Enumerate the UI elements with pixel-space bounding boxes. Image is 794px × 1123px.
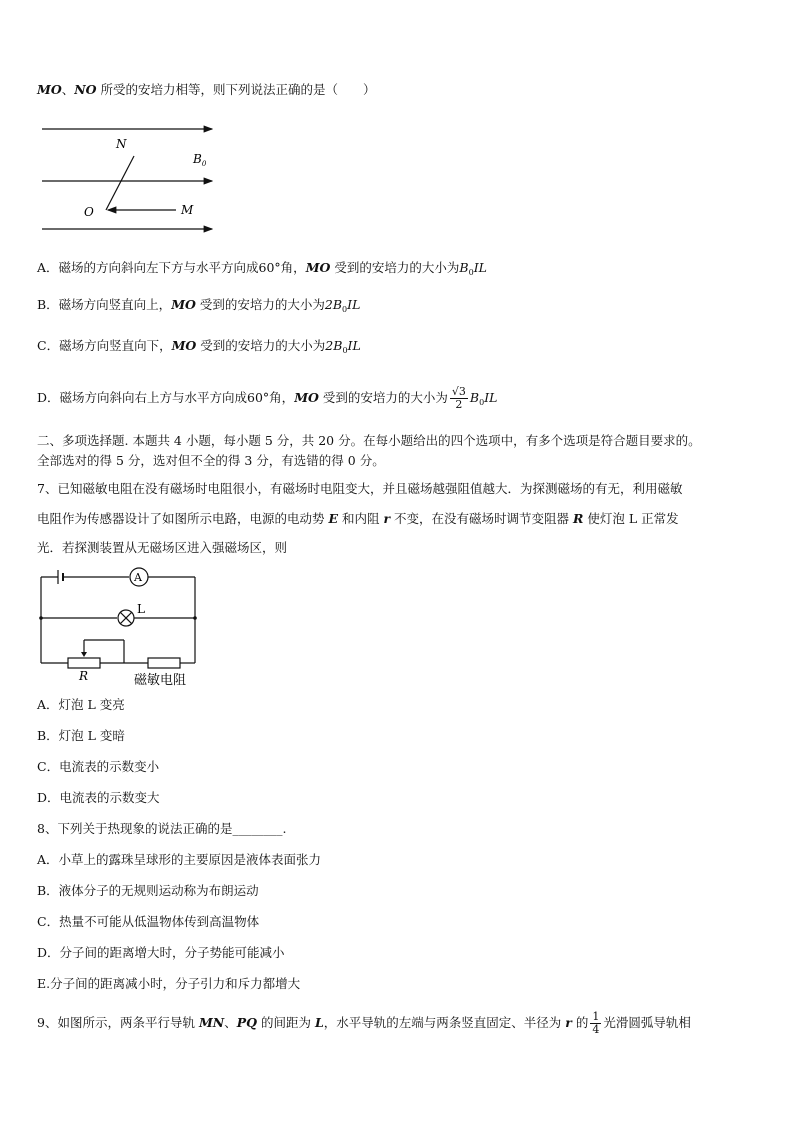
q6-option-d-mo: MO bbox=[294, 390, 319, 405]
rheostat-label: R bbox=[79, 669, 89, 683]
q9-stem bbox=[37, 1005, 691, 1041]
q7-option-a: A．灯泡 L 变亮 bbox=[37, 697, 125, 712]
q7-line2-a: 电阻作为传感器设计了如图所示电路，电源的电动势 bbox=[37, 511, 329, 526]
q7-symbol-e: E bbox=[328, 511, 339, 526]
label-o: O bbox=[84, 205, 94, 219]
q6-option-c-mo: MO bbox=[171, 338, 197, 353]
q6-stem-sep: 、 bbox=[61, 82, 75, 97]
q6-stem bbox=[37, 81, 376, 99]
q6-option-a-mo: MO bbox=[305, 260, 331, 275]
q7-option-c: C．电流表的示数变小 bbox=[37, 759, 160, 774]
q8-option-c: C．热量不可能从低温物体传到高温物体 bbox=[37, 914, 260, 929]
q7-option-b: B．灯泡 L 变暗 bbox=[37, 728, 125, 743]
q9-fraction: $\frac{1}{4}$ bbox=[592, 1010, 600, 1036]
magnetoresistor-icon bbox=[148, 658, 180, 668]
q9-text-post: 光滑圆弧导轨相 bbox=[603, 1015, 691, 1030]
q6-option-b-text: B．磁场方向竖直向上， bbox=[37, 297, 172, 312]
q9-rail-mn: MN bbox=[198, 1015, 225, 1030]
q6-option-c-formula: $2B_0IL$ bbox=[325, 338, 361, 355]
q6-option-a bbox=[37, 259, 487, 282]
magnetoresistor-label: 磁敏电阻 bbox=[134, 673, 187, 688]
label-m: M bbox=[181, 203, 194, 217]
q9-text-mid2: ，水平导轨的左端与两条竖直固定、半径为 bbox=[323, 1015, 566, 1030]
q7-symbol-rr: R bbox=[573, 511, 584, 526]
q7-line2-c: 不变，在没有磁场时调节变阻器 bbox=[390, 511, 574, 526]
section2-heading: 二、多项选择题. 本题共 4 小题，每小题 5 分，共 20 分。在每小题给出的四个选项中，有多个选项是符合题目要求的。 bbox=[37, 433, 701, 448]
q6-option-d bbox=[37, 380, 497, 421]
q9-rail-pq: PQ bbox=[236, 1015, 258, 1030]
q9-symbol-l: L bbox=[314, 1015, 324, 1030]
label-n: N bbox=[116, 137, 127, 151]
q6-option-a-post: 受到的安培力的大小为 bbox=[330, 260, 460, 275]
q9-sep: 、 bbox=[224, 1015, 237, 1030]
q6-option-d-formula: $B_0IL$ bbox=[469, 390, 498, 407]
q7-line2-b: 和内阻 bbox=[338, 511, 384, 526]
q8-stem: 8、下列关于热现象的说法正确的是________. bbox=[37, 821, 287, 836]
q6-option-c-text: C．磁场方向竖直向下， bbox=[37, 338, 172, 353]
q6-option-d-post: 受到的安培力的大小为 bbox=[318, 390, 448, 405]
q7-stem-line1: 7、已知磁敏电阻在没有磁场时电阻很小，有磁场时电阻变大，并且磁场越强阻值越大．为探测磁场的有无，利用磁敏 bbox=[37, 481, 683, 496]
q6-option-d-fraction: $\frac{√3}{2}$ bbox=[451, 385, 466, 411]
rheostat-icon bbox=[68, 658, 100, 668]
q6-stem-mo: MO bbox=[37, 82, 62, 97]
label-b0: $B_0$ bbox=[193, 152, 207, 168]
q8-option-a: A．小草上的露珠呈球形的主要原因是液体表面张力 bbox=[37, 852, 322, 867]
q9-symbol-r: r bbox=[565, 1015, 572, 1030]
q9-text-pre: 9、如图所示，两条平行导轨 bbox=[37, 1015, 199, 1030]
section2-scoring: 全部选对的得 5 分，选对但不全的得 3 分，有选错的得 0 分。 bbox=[37, 453, 385, 468]
ammeter-label: A bbox=[134, 571, 142, 584]
q6-option-d-text: D．磁场方向斜向右上方与水平方向成60°角， bbox=[37, 390, 295, 405]
q6-option-b bbox=[37, 296, 360, 319]
q7-circuit-diagram bbox=[38, 566, 208, 688]
q9-text-mid3: 的 bbox=[571, 1015, 589, 1030]
q6-option-b-post: 受到的安培力的大小为 bbox=[195, 297, 325, 312]
q7-stem-line3: 光．若探测装置从无磁场区进入强磁场区，则 bbox=[37, 540, 288, 555]
q6-option-b-formula: $2B_0IL$ bbox=[324, 297, 361, 314]
q7-option-d: D．电流表的示数变大 bbox=[37, 790, 160, 805]
q6-option-c-post: 受到的安培力的大小为 bbox=[196, 338, 326, 353]
conductor-no bbox=[106, 156, 134, 210]
q8-option-d: D．分子间的距离增大时，分子势能可能减小 bbox=[37, 945, 285, 960]
q6-option-a-text: A．磁场的方向斜向左下方与水平方向成60°角， bbox=[37, 260, 306, 275]
q6-option-b-mo: MO bbox=[171, 297, 196, 312]
q6-stem-no: NO bbox=[74, 82, 97, 97]
q8-option-b: B．液体分子的无规则运动称为布朗运动 bbox=[37, 883, 259, 898]
q6-option-c bbox=[37, 337, 361, 360]
q7-symbol-r: r bbox=[383, 511, 391, 526]
q8-option-e: E.分子间的距离减小时，分子引力和斥力都增大 bbox=[37, 976, 301, 991]
q7-stem-line2 bbox=[37, 510, 679, 528]
lamp-label: L bbox=[137, 602, 145, 616]
q6-field-diagram bbox=[40, 118, 220, 238]
q6-stem-text: 所受的安培力相等，则下列说法正确的是（ ） bbox=[96, 82, 376, 97]
q9-text-mid: 的间距为 bbox=[257, 1015, 315, 1030]
q7-line2-d: 使灯泡 L 正常发 bbox=[583, 511, 679, 526]
q6-option-a-formula: $B_0IL$ bbox=[459, 260, 487, 277]
